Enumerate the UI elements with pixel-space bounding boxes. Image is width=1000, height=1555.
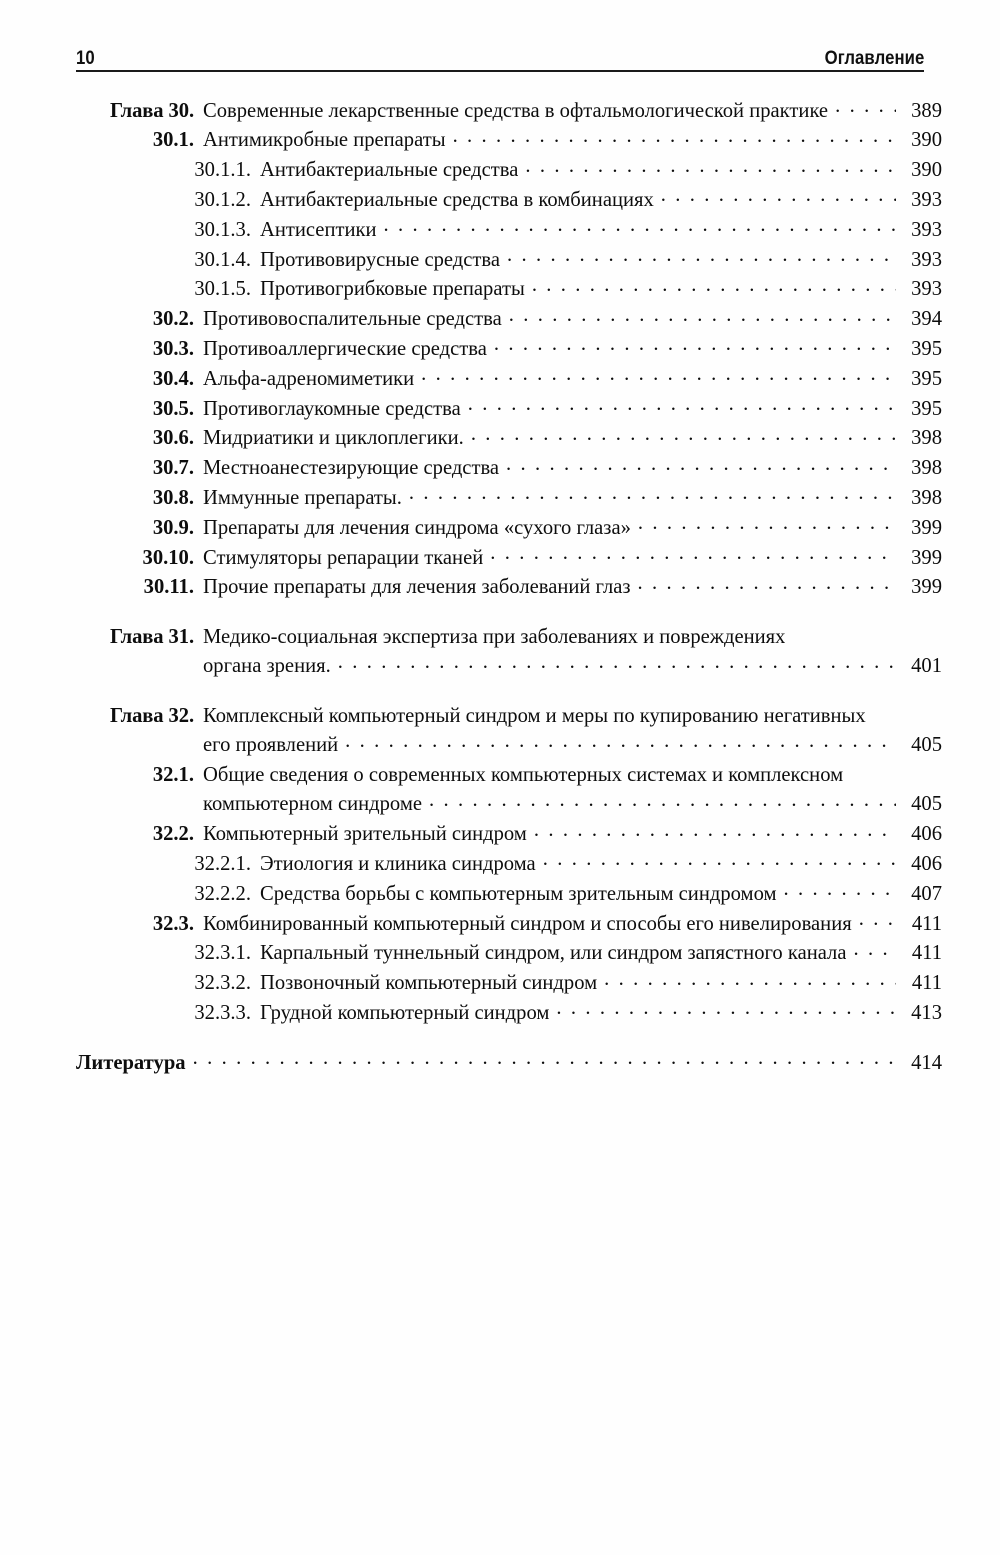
toc-entry[interactable]	[76, 939, 942, 969]
toc-entry-number: 30.4.	[152, 367, 194, 390]
toc-entry[interactable]	[76, 761, 942, 790]
toc-entry-title: Мидриатики и циклоплегики.	[203, 427, 464, 450]
leader-dots	[345, 731, 896, 752]
toc-entry-page: 411	[911, 972, 942, 995]
toc-entry-page: 395	[911, 397, 942, 420]
toc-entry[interactable]	[76, 334, 942, 364]
toc-entry-title: Комплексный компьютерный синдром и меры по купированию негативных	[203, 704, 866, 727]
toc-entry-number: 30.1.4.	[194, 248, 251, 271]
toc-entry-title: Карпальный туннельный синдром, или синдром запястного канала	[260, 942, 847, 965]
leader-dots	[384, 215, 896, 236]
toc-entry[interactable]	[76, 969, 942, 999]
toc-entry-title: компьютерном синдроме	[203, 793, 422, 816]
toc-entry-number: 30.3.	[152, 337, 194, 360]
leader-dots	[525, 156, 896, 177]
toc-entry[interactable]	[76, 483, 942, 513]
toc-entry-title: Альфа-адреномиметики	[203, 367, 415, 390]
running-head	[76, 38, 924, 74]
toc-entry[interactable]	[76, 573, 942, 603]
leader-dots	[338, 652, 896, 673]
toc-entry[interactable]	[76, 513, 942, 543]
toc-entry-title: Средства борьбы с компьютерным зрительным синдромом	[260, 882, 777, 905]
toc-entry-number: 32.3.3.	[194, 1001, 251, 1024]
toc-entry-page: 413	[911, 1001, 942, 1024]
toc-entry-number: 30.1.2.	[194, 188, 251, 211]
toc-entry[interactable]	[76, 96, 942, 126]
toc-entry[interactable]	[76, 879, 942, 909]
toc-entry-number: Глава 30.	[109, 99, 194, 122]
toc-entry-title: Этиология и клиника синдрома	[260, 852, 536, 875]
leader-dots	[556, 998, 896, 1019]
toc-entry-page: 398	[911, 486, 942, 509]
toc-entry-title: Антибактериальные средства	[260, 159, 519, 182]
toc-entry-page: 389	[911, 99, 942, 122]
leader-dots	[604, 969, 896, 990]
toc-entry[interactable]	[76, 364, 942, 394]
toc-entry[interactable]	[76, 305, 942, 335]
toc-entry-page: 393	[911, 248, 942, 271]
leader-dots	[509, 305, 896, 326]
page-folio: 10	[76, 48, 95, 69]
leader-dots	[453, 126, 896, 147]
leader-dots	[421, 364, 896, 385]
toc-entry-title: органа зрения.	[203, 655, 331, 678]
toc-entry-page: 406	[911, 852, 942, 875]
leader-dots	[494, 334, 896, 355]
toc-entry-page: 393	[911, 218, 942, 241]
leader-dots	[661, 185, 896, 206]
toc-entry[interactable]	[76, 849, 942, 879]
toc-entry-page: 401	[911, 655, 942, 678]
toc-entry-title: Противоглаукомные средства	[203, 397, 461, 420]
toc-entry-number: 30.1.	[152, 129, 194, 152]
toc-entry-title: Прочие препараты для лечения заболеваний глаз	[203, 576, 631, 599]
leader-dots	[471, 424, 896, 445]
leader-dots	[638, 513, 896, 534]
toc-entry-number: Глава 32.	[109, 704, 194, 727]
toc-entry-page: 399	[911, 576, 942, 599]
toc-entry-number: 30.5.	[152, 397, 194, 420]
toc-entry-title: Современные лекарственные средства в офтальмологической практике	[203, 99, 829, 122]
toc-entry[interactable]	[76, 623, 942, 652]
toc-entry[interactable]	[76, 909, 942, 939]
leader-dots	[490, 543, 896, 564]
toc-entry-title: Антимикробные препараты	[203, 129, 446, 152]
toc-entry-page: 393	[911, 188, 942, 211]
toc-entry-title: Антисептики	[260, 218, 377, 241]
toc-entry[interactable]	[76, 702, 942, 731]
toc-entry-number: 32.2.	[152, 823, 194, 846]
toc-entry-number: 32.2.1.	[194, 852, 251, 875]
toc-entry-title: Позвоночный компьютерный синдром	[260, 972, 598, 995]
toc-entry[interactable]	[76, 156, 942, 186]
toc-entry[interactable]	[76, 394, 942, 424]
toc-entry-number: 32.3.2.	[194, 972, 251, 995]
toc-entry-page: 395	[911, 337, 942, 360]
toc-entry[interactable]	[76, 790, 942, 820]
toc-entry-number: 30.1.3.	[194, 218, 251, 241]
toc-entry-title: Медико-социальная экспертиза при заболеваниях и повреждениях	[203, 625, 786, 648]
leader-dots	[638, 573, 896, 594]
toc-entry-title: Противовирусные средства	[260, 248, 500, 271]
toc-entry-page: 390	[911, 129, 942, 152]
toc-entry-page: 411	[911, 912, 942, 935]
toc-entry-number: 32.1.	[152, 763, 194, 786]
toc-entry-title: Антибактериальные средства в комбинациях	[260, 188, 654, 211]
toc-entry-number: 32.2.2.	[194, 882, 251, 905]
toc-entry-page: 405	[911, 734, 942, 757]
toc-entry-number: 30.9.	[152, 516, 194, 539]
toc-entry-number: 30.6.	[152, 427, 194, 450]
toc-entry-title: Стимуляторы репарации тканей	[203, 546, 484, 569]
toc-entry-page: 398	[911, 457, 942, 480]
toc-entry[interactable]	[76, 126, 942, 156]
toc-entry-title: Литература	[76, 1051, 186, 1074]
toc-entry[interactable]	[76, 543, 942, 573]
toc-entry-title: Противогрибковые препараты	[260, 278, 525, 301]
leader-dots	[835, 96, 896, 117]
toc-entry[interactable]	[76, 454, 942, 484]
toc-entry-title: Компьютерный зрительный синдром	[203, 823, 527, 846]
toc-entry-page: 399	[911, 516, 942, 539]
toc-entry[interactable]	[76, 652, 942, 682]
toc-entry-page: 407	[911, 882, 942, 905]
leader-dots	[784, 879, 896, 900]
toc-entry[interactable]	[76, 424, 942, 454]
toc-entry-number: 30.8.	[152, 486, 194, 509]
toc-entry[interactable]	[76, 820, 942, 850]
toc-entry-title: Грудной компьютерный синдром	[260, 1001, 550, 1024]
toc-entry-title: Противовоспалительные средства	[203, 308, 502, 331]
toc-entry-number: 30.11.	[143, 576, 194, 599]
leader-dots	[543, 849, 896, 870]
toc-entry[interactable]	[76, 185, 942, 215]
toc-entry[interactable]	[76, 215, 942, 245]
toc-entry-page: 393	[911, 278, 942, 301]
leader-dots	[468, 394, 896, 415]
toc-entry[interactable]	[76, 998, 942, 1028]
toc-entry-title: Препараты для лечения синдрома «сухого глаза»	[203, 516, 631, 539]
toc-entry-page: 406	[911, 823, 942, 846]
toc-entry-title: его проявлений	[203, 734, 339, 757]
toc-entry-number: 30.1.1.	[194, 159, 251, 182]
toc-entry-page: 414	[911, 1051, 942, 1074]
toc-entry-page: 399	[911, 546, 942, 569]
toc-entry-number: 32.3.1.	[194, 942, 251, 965]
toc-entry-page: 411	[911, 942, 942, 965]
toc-entry[interactable]	[76, 731, 942, 761]
toc-entry-number: 30.2.	[152, 308, 194, 331]
toc-entry-title: Местноанестезирующие средства	[203, 457, 500, 480]
leader-dots	[193, 1048, 896, 1069]
toc-entry-page: 394	[911, 308, 942, 331]
leader-dots	[507, 245, 896, 266]
toc-entry-number: Глава 31.	[109, 625, 194, 648]
table-of-contents	[76, 96, 942, 1078]
toc-entry-page: 398	[911, 427, 942, 450]
leader-dots	[409, 483, 896, 504]
toc-entry-page: 390	[911, 159, 942, 182]
leader-dots	[853, 939, 896, 960]
toc-entry-number: 30.1.5.	[194, 278, 251, 301]
leader-dots	[429, 790, 896, 811]
toc-entry[interactable]	[76, 245, 942, 275]
leader-dots	[859, 909, 896, 930]
toc-entry-number: 32.3.	[152, 912, 194, 935]
toc-entry-title: Иммунные препараты.	[203, 486, 402, 509]
leader-dots	[534, 820, 896, 841]
leader-dots	[532, 275, 896, 296]
toc-entry-title: Комбинированный компьютерный синдром и способы его нивелирования	[203, 912, 852, 935]
running-head-title: Оглавление	[824, 48, 924, 69]
leader-dots	[506, 454, 896, 475]
toc-entry-title: Общие сведения о современных компьютерных системах и комплексном	[203, 763, 844, 786]
toc-entry-number: 30.10.	[142, 546, 194, 569]
toc-entry[interactable]	[76, 1048, 942, 1078]
toc-entry-page: 405	[911, 793, 942, 816]
toc-entry-page: 395	[911, 367, 942, 390]
toc-entry[interactable]	[76, 275, 942, 305]
toc-entry-number: 30.7.	[152, 457, 194, 480]
toc-entry-title: Противоаллергические средства	[203, 337, 487, 360]
